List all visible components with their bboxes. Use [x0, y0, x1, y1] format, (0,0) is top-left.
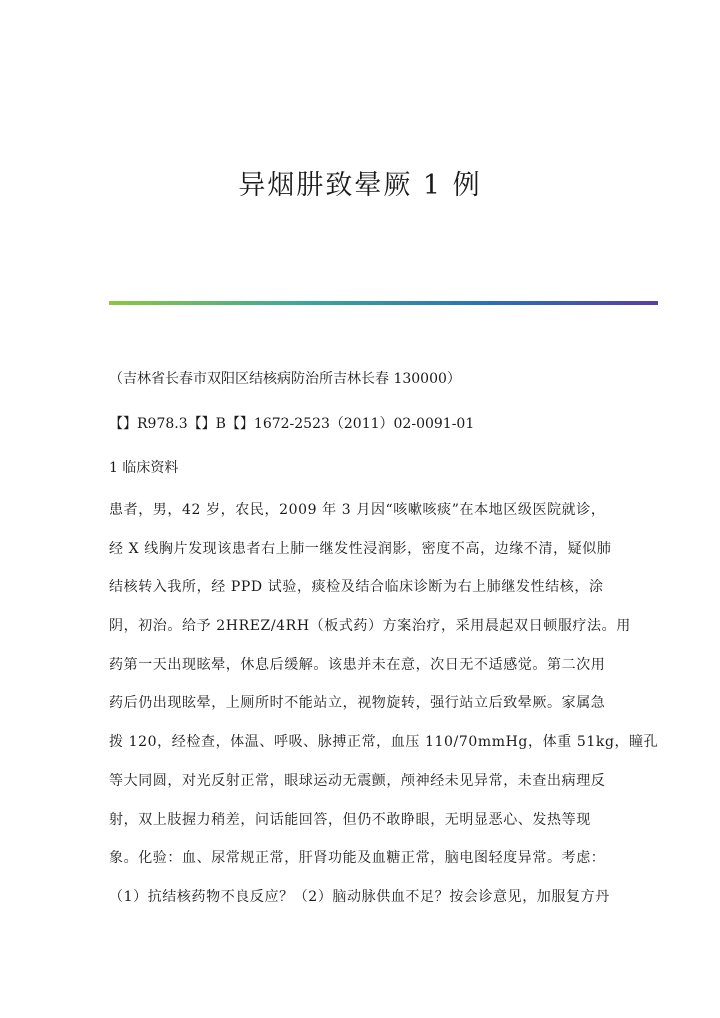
body-line: 患者，男，42 岁，农民，2009 年 3 月因“咳嗽咳痰”在本地区级医院就诊，: [109, 502, 606, 518]
body-line: 药后仍出现眩晕，上厕所时不能站立，视物旋转，强行站立后致晕厥。家属急: [109, 695, 606, 712]
body-line: （1）抗结核药物不良反应？（2）脑动脉供血不足？按会诊意见，加服复方丹: [109, 888, 610, 905]
body-line: 等大同圆，对光反射正常，眼球运动无震颤，颅神经未见异常，未查出病理反: [109, 772, 606, 789]
body-line: 药第一天出现眩晕，休息后缓解。该患并未在意，次日无不适感觉。第二次用: [109, 656, 606, 673]
body-line: 射，双上肢握力稍差，问话能回答，但仍不敢睁眼，无明显恶心、发热等现: [109, 811, 591, 828]
classification-line: 【】R978.3【】B【】1672-2523（2011）02-0091-01: [109, 416, 475, 432]
body-line: 结核转入我所，经 PPD 试验，痰检及结合临床诊断为右上肺继发性结核，涂: [109, 579, 604, 596]
body-paragraph: [109, 500, 659, 926]
body-line: 阴，初治。给予 2HREZ/4RH（板式药）方案治疗，采用晨起双日顿服疗法。用: [109, 618, 631, 635]
body-line: 经 X 线胸片发现该患者右上肺一继发性浸润影，密度不高，边缘不清，疑似肺: [109, 540, 612, 557]
body-line: 拨 120，经检查，体温、呼吸、脉搏正常，血压 110/70mmHg，体重 51kg，瞳孔: [109, 734, 659, 751]
body-line: 象。化验：血、尿常规正常，肝肾功能及血糖正常，脑电图轻度异常。考虑：: [109, 850, 606, 867]
section-heading: 1 临床资料: [109, 460, 179, 476]
paper-title: 异烟肼致晕厥 1 例: [238, 170, 482, 201]
title-divider: [109, 301, 658, 305]
author-affiliation: （吉林省长春市双阳区结核病防治所吉林长春 130000）: [109, 371, 461, 387]
